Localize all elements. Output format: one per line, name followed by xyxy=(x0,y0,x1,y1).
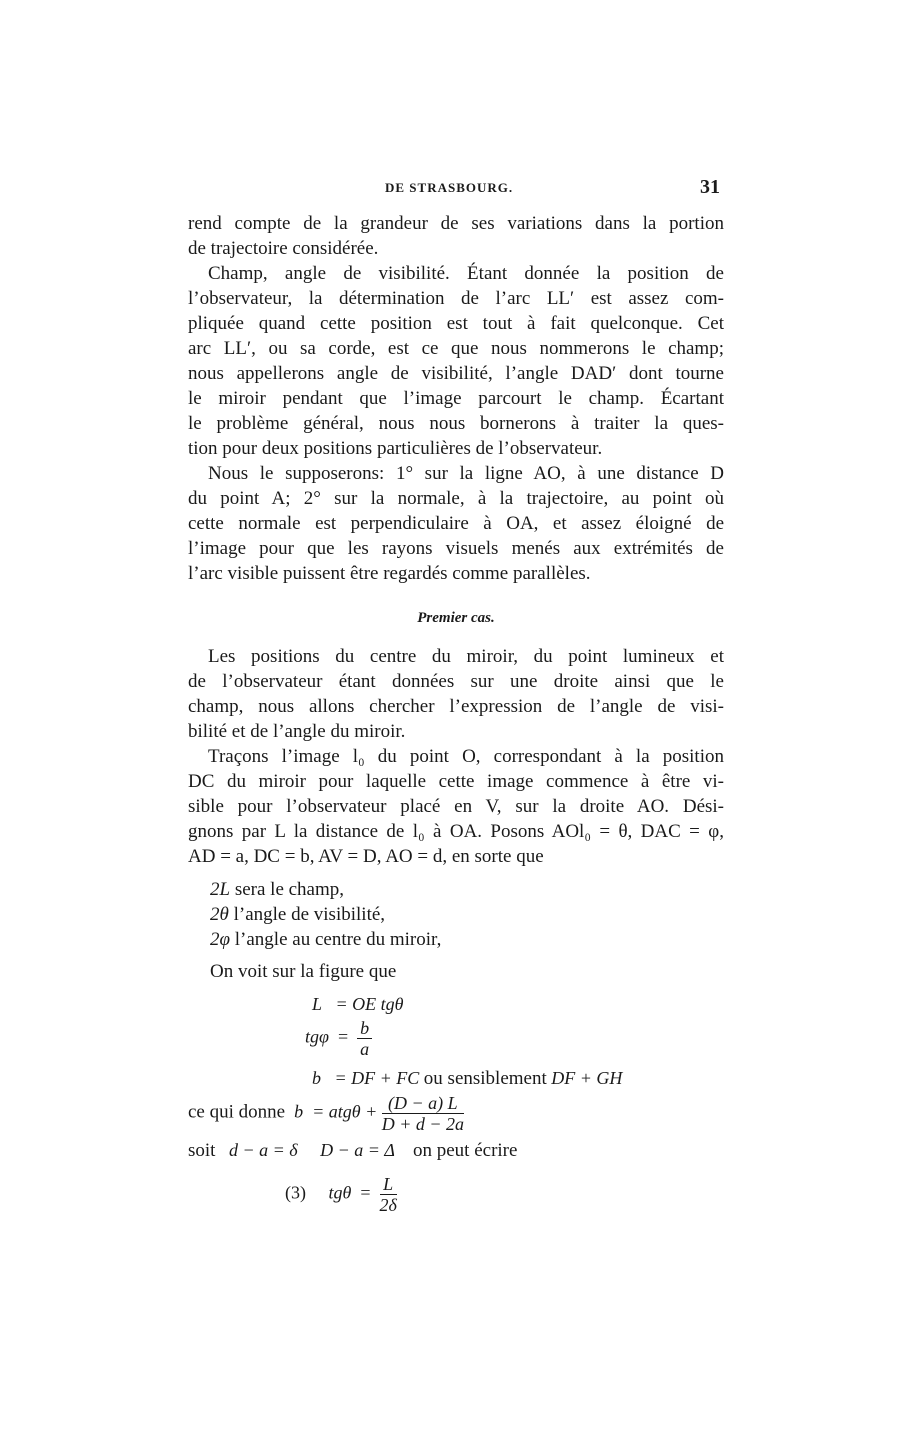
definition-item xyxy=(210,878,344,902)
equation-3-numbered xyxy=(285,1174,397,1215)
text-line: champ, nous allons chercher l’expression de l’angle de visi- xyxy=(188,696,724,717)
text-line: de l’observateur étant données sur une droite ainsi que le xyxy=(188,671,724,692)
eq4-denominator: D + d − 2a xyxy=(381,1114,465,1134)
eq6-lhs: tgθ xyxy=(328,1182,352,1203)
intro-line: On voit sur la figure que xyxy=(210,961,397,982)
equation-number: (3) xyxy=(285,1182,306,1203)
text-line: l’arc visible puissent être regardés comme parallèles. xyxy=(188,563,591,584)
eq2-lhs: tgφ xyxy=(305,1026,329,1047)
text-line: le miroir pendant que l’image parcourt le champ. Écartant xyxy=(188,388,724,409)
eq2-fraction xyxy=(357,1018,372,1059)
text-line: AD = a, DC = b, AV = D, AO = d, en sorte que xyxy=(188,846,544,867)
page-number: 31 xyxy=(700,176,720,198)
text-line: le problème général, nous nous bornerons à traiter la ques- xyxy=(188,413,724,434)
text-line: gnons par L la distance de l₀ à OA. Posons AOl₀ = θ, DAC = φ, xyxy=(188,821,724,842)
eq1-lhs: L xyxy=(312,994,323,1014)
eq4-lhs: b xyxy=(294,1101,304,1122)
text-line: arc LL′, ou sa corde, est ce que nous nommerons le champ; xyxy=(188,338,724,359)
text-line: bilité et de l’angle du miroir. xyxy=(188,721,406,742)
text-line: cette normale est perpendiculaire à OA, et assez éloigné de xyxy=(188,513,724,534)
text-line: rend compte de la grandeur de ses variations dans la portion xyxy=(188,213,724,234)
eq6-denominator: 2δ xyxy=(379,1195,397,1215)
eq4-numerator: (D − a) L xyxy=(382,1093,464,1114)
text-line: Nous le supposerons: 1° sur la ligne AO, à une distance D xyxy=(208,463,724,484)
text-line: nous appellerons angle de visibilité, l’angle DAD′ dont tourne xyxy=(188,363,724,384)
eq4-prefix: ce qui donne xyxy=(188,1101,286,1123)
eq6-numerator: L xyxy=(380,1174,397,1195)
text-line: Traçons l’image l₀ du point O, correspondant à la position xyxy=(208,746,724,767)
definition-symbol: 2φ xyxy=(210,929,231,950)
equation-2 xyxy=(305,1018,372,1059)
eq4-fraction xyxy=(382,1093,464,1134)
eq5-part2: D − a = Δ xyxy=(320,1140,395,1160)
definition-symbol: 2θ xyxy=(210,904,229,925)
eq6-equals: = xyxy=(360,1182,371,1203)
section-title: Premier cas. xyxy=(417,610,495,626)
text-line: l’observateur, la détermination de l’arc LL′ est assez com- xyxy=(188,288,724,309)
equation-1 xyxy=(312,994,404,1015)
text-line: de trajectoire considérée. xyxy=(188,238,379,259)
text-line: tion pour deux positions particulières de l’observateur. xyxy=(188,438,603,459)
definition-item xyxy=(210,928,441,952)
text-line: du point A; 2° sur la normale, à la trajectoire, au point où xyxy=(188,488,724,509)
eq4-rhs: = atgθ + xyxy=(312,1101,378,1122)
definition-item xyxy=(210,903,385,927)
equation-5 xyxy=(188,1140,517,1162)
running-header: DE STRASBOURG. xyxy=(385,180,514,195)
text-line: sible pour l’observateur placé en V, sur la droite AO. Dési- xyxy=(188,796,724,817)
text-line: Les positions du centre du miroir, du point lumineux et xyxy=(208,646,724,667)
eq3-middle: ou sensiblement xyxy=(423,1068,547,1089)
equation-3 xyxy=(312,1068,622,1090)
text-line: Champ, angle de visibilité. Étant donnée la position de xyxy=(208,263,724,284)
eq5-prefix: soit xyxy=(188,1140,216,1161)
eq5-suffix: on peut écrire xyxy=(412,1140,518,1161)
definition-text: l’angle de visibilité, xyxy=(233,904,386,925)
text-line: l’image pour que les rayons visuels menés aux extrémités de xyxy=(188,538,724,559)
text-line: pliquée quand cette position est tout à fait quelconque. Cet xyxy=(188,313,724,334)
eq2-numerator: b xyxy=(357,1018,372,1039)
eq3-lhs: b xyxy=(312,1068,321,1088)
definition-symbol: 2L xyxy=(210,879,231,900)
eq3-rhs: = DF + FC xyxy=(334,1068,420,1088)
eq6-fraction xyxy=(380,1174,397,1215)
eq3-tail: DF + GH xyxy=(551,1068,623,1088)
definition-text: sera le champ, xyxy=(234,879,345,900)
equation-4 xyxy=(188,1093,464,1134)
eq2-equals: = xyxy=(337,1026,349,1047)
text-line: DC du miroir pour laquelle cette image commence à être vi- xyxy=(188,771,724,792)
eq1-rhs: = OE tgθ xyxy=(335,994,404,1014)
eq2-denominator: a xyxy=(360,1039,370,1059)
definition-text: l’angle au centre du miroir, xyxy=(234,929,442,950)
eq5-part1: d − a = δ xyxy=(228,1140,298,1160)
